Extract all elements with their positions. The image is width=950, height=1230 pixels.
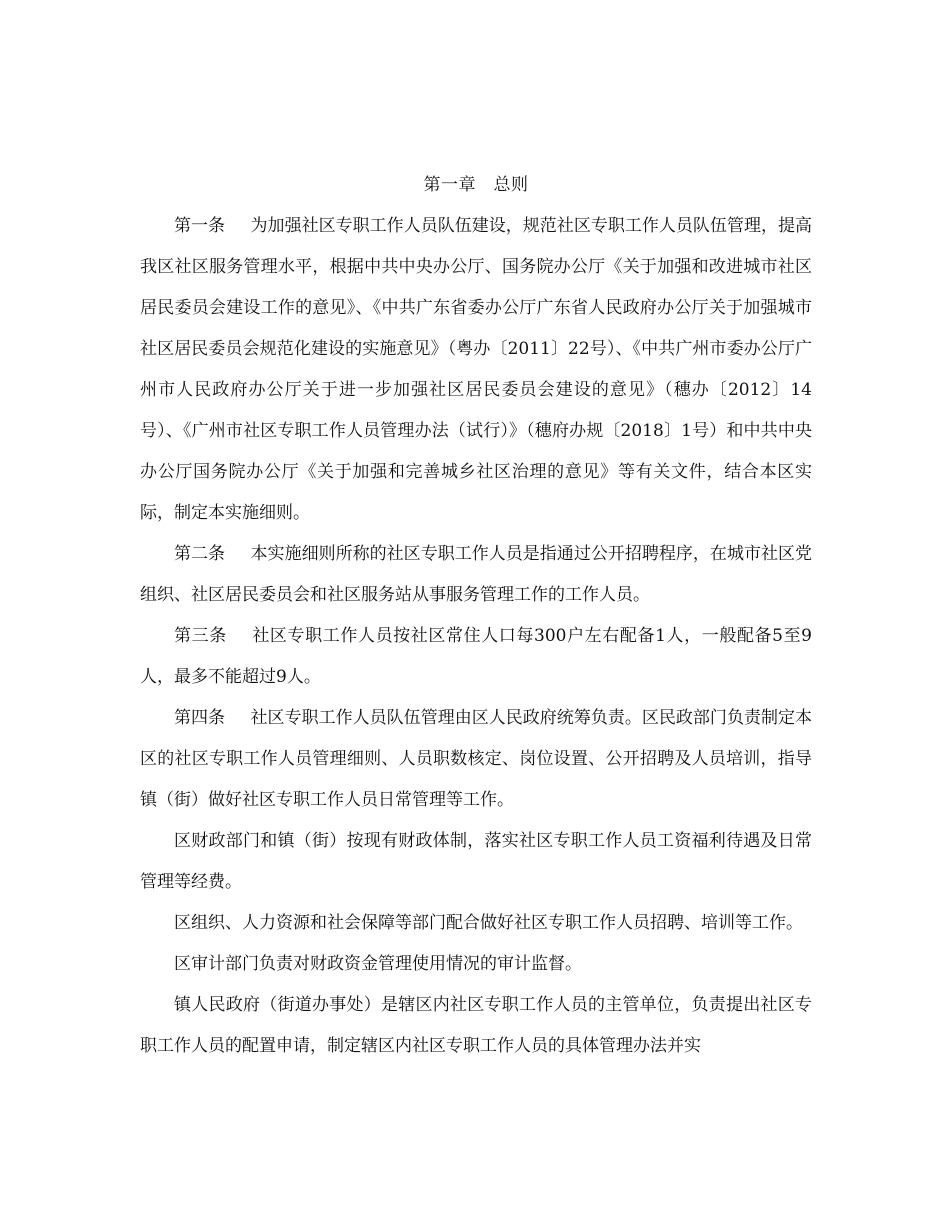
article-2 (140, 534, 812, 616)
article-label: 第四条 (174, 708, 226, 728)
article-text: 为加强社区专职工作人员队伍建设，规范社区专职工作人员队伍管理，提高我区社区服务管理水平，根据中共中央办公厅、国务院办公厅《关于加强和改进城市社区居民委员会建设工作的意见》、《中共广东省委办公厅广东省人民政府办公厅关于加强城市社区居民委员会规范化建设的实施意见》（粤办〔2011〕22号）、《中共广州市委办公厅广州市人民政府办公厅关于进一步加强社区居民委员会建设的意见》（穗办〔2012〕14号）、《广州市社区专职工作人员管理办法（试行）》（穗府办规〔2018〕1号）和中共中央办公厅国务院办公厅《关于加强和完善城乡社区治理的意见》等有关文件，结合本区实际，制定本实施细则。 (140, 216, 813, 523)
article-text: 社区专职工作人员队伍管理由区人民政府统筹负责。区民政部门负责制定本区的社区专职工作人员管理细则、人员职数核定、岗位设置、公开招聘及人员培训，指导镇（街）做好社区专职工作人员日常管理等工作。 (140, 708, 813, 810)
article-1 (140, 206, 812, 534)
document-body (140, 165, 812, 1067)
paragraph-finance: 区财政部门和镇（街）按现有财政体制，落实社区专职工作人员工资福利待遇及日常管理等经费。 (140, 831, 812, 892)
article-text: 本实施细则所称的社区专职工作人员是指通过公开招聘程序，在城市社区党组织、社区居民委员会和社区服务站从事服务管理工作的工作人员。 (140, 544, 813, 605)
article-label: 第一条 (174, 216, 226, 236)
article-label: 第三条 (174, 626, 227, 646)
chapter-title: 第一章 总则 (423, 175, 529, 195)
paragraph-town-government: 镇人民政府（街道办事处）是辖区内社区专职工作人员的主管单位，负责提出社区专职工作人员的配置申请，制定辖区内社区专职工作人员的具体管理办法并实 (140, 995, 812, 1056)
article-4 (140, 698, 812, 821)
article-3 (140, 616, 812, 698)
article-text: 社区专职工作人员按社区常住人口每300户左右配备1人，一般配备5至9人，最多不能超过9人。 (140, 626, 812, 687)
article-label: 第二条 (174, 544, 226, 564)
paragraph-audit: 区审计部门负责对财政资金管理使用情况的审计监督。 (174, 954, 582, 974)
paragraph-organization: 区组织、人力资源和社会保障等部门配合做好社区专职工作人员招聘、培训等工作。 (174, 913, 803, 933)
